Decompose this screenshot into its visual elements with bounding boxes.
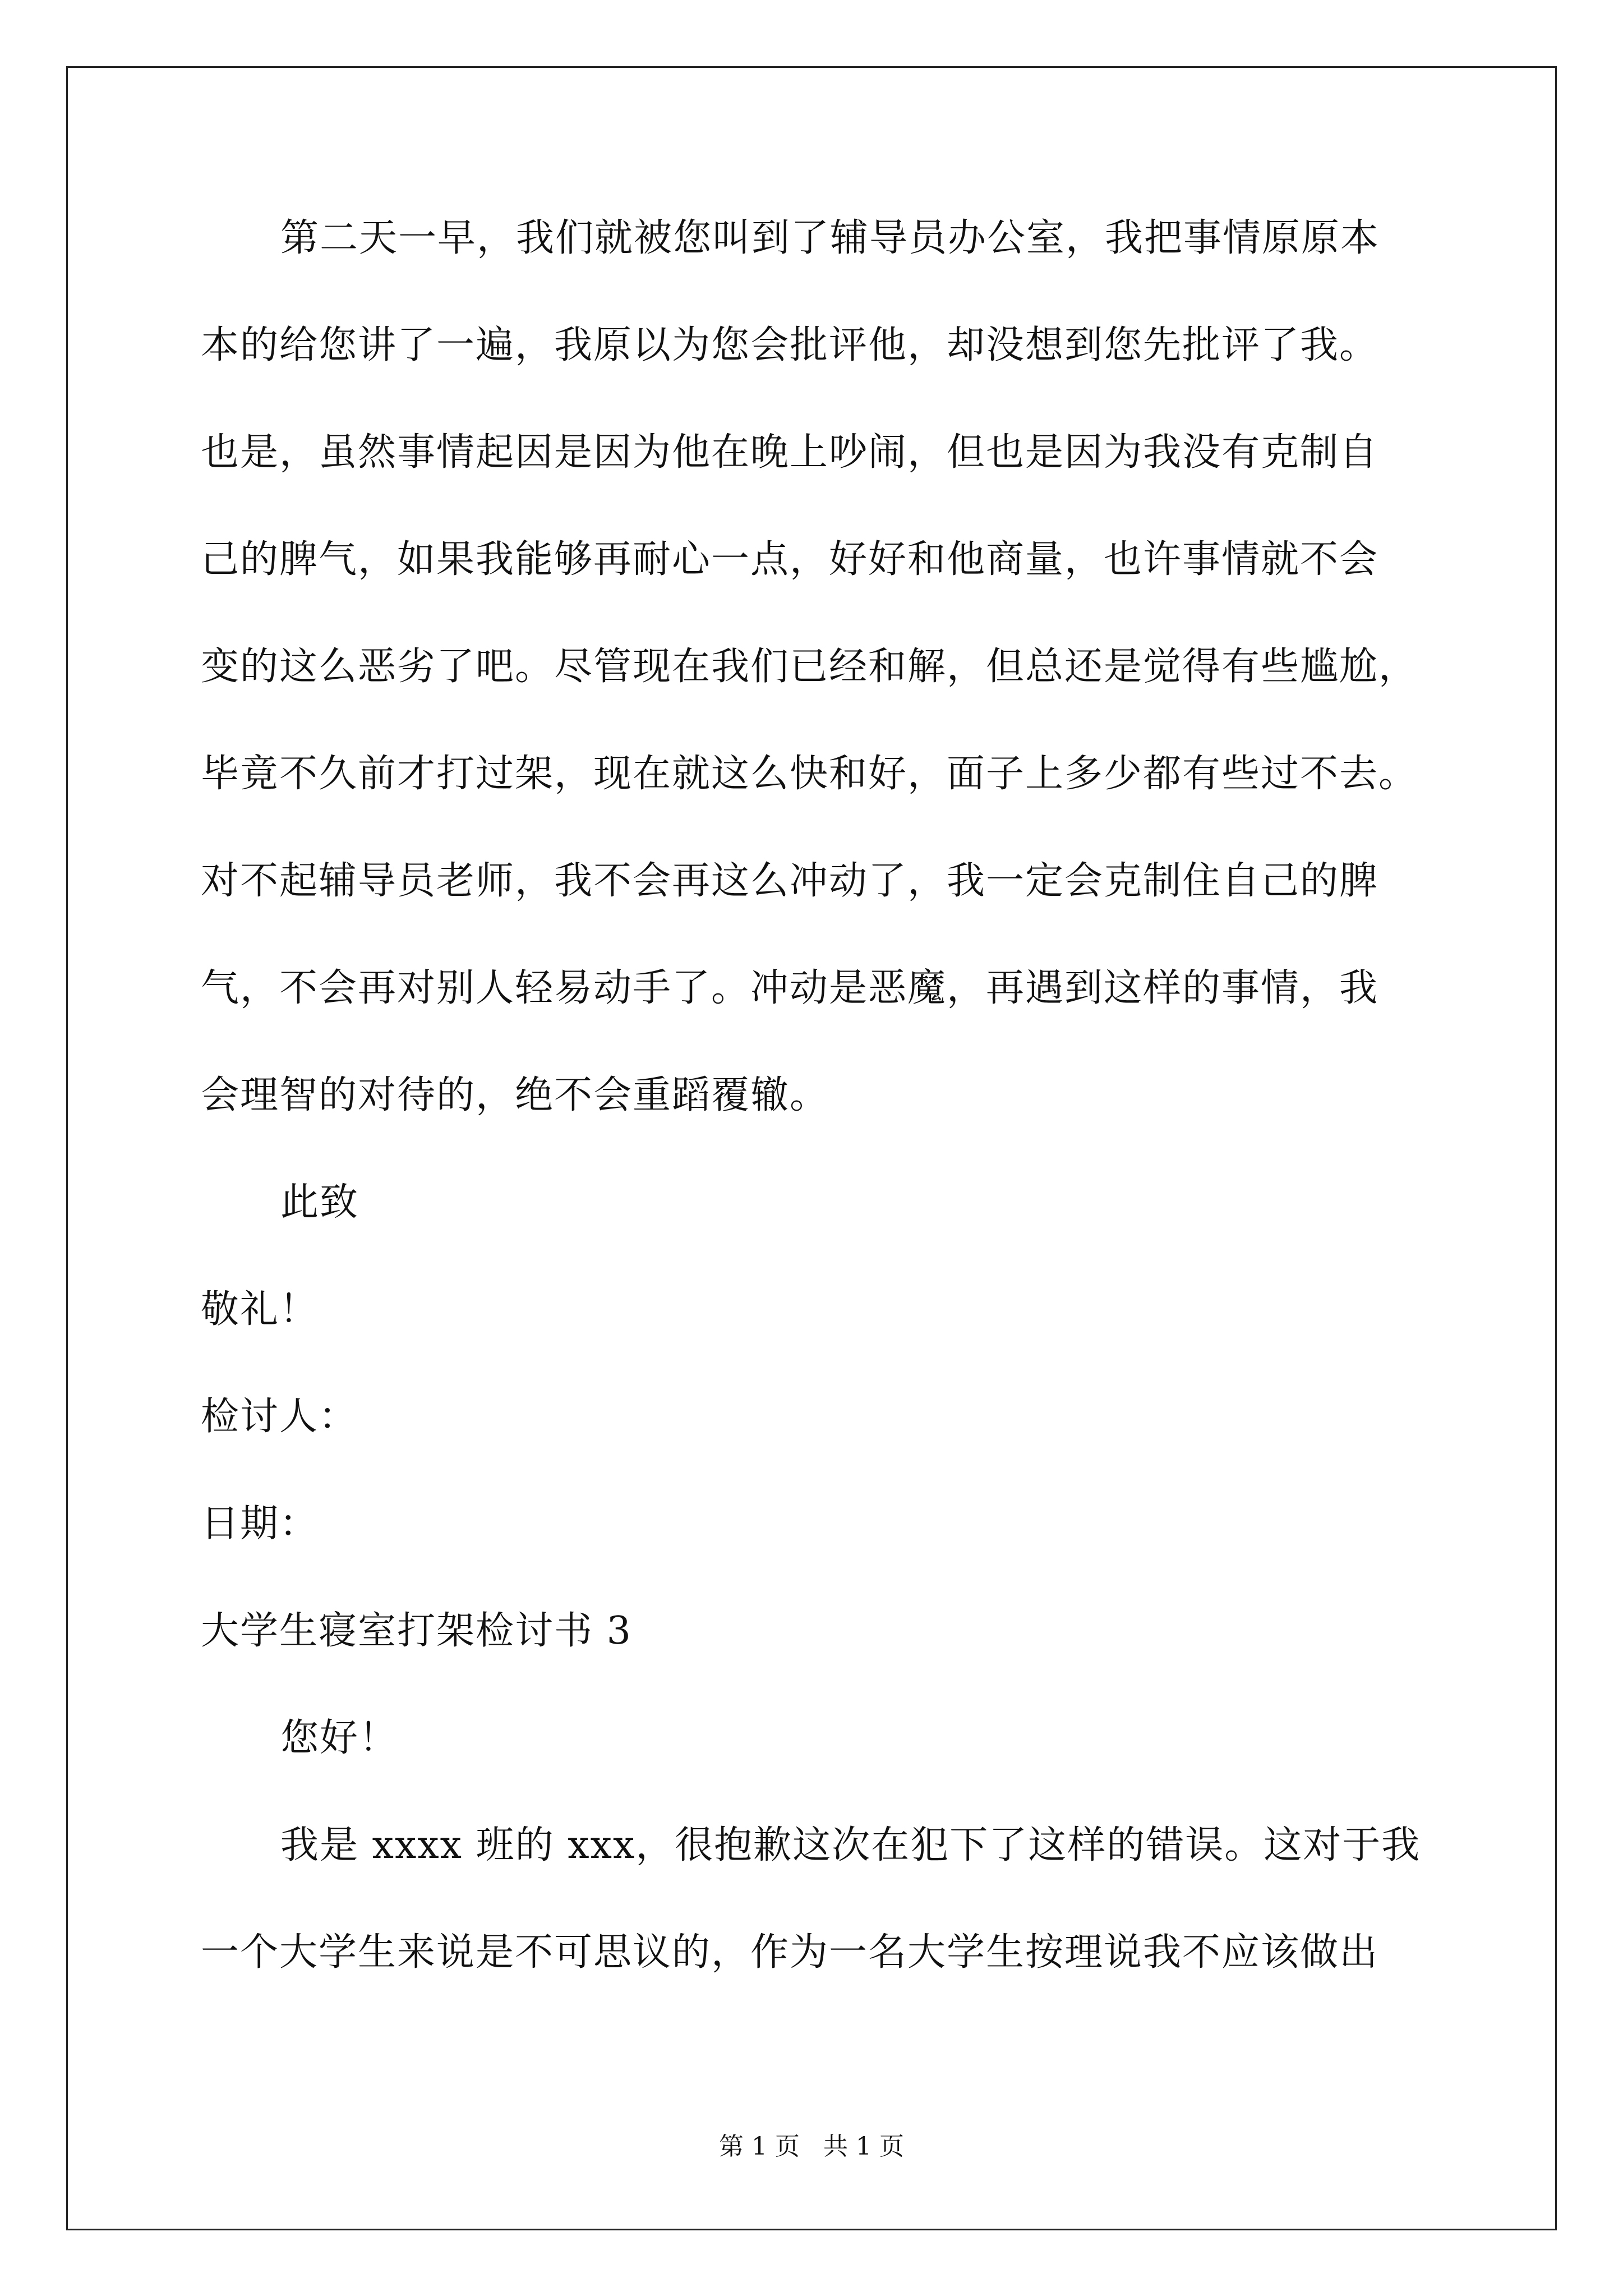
paragraph-line: 变的这么恶劣了吧。尽管现在我们已经和解，但总还是觉得有些尴尬，: [201, 645, 1418, 689]
closing-respect: 敬礼！: [201, 1287, 319, 1332]
paragraph-line: 己的脾气，如果我能够再耐心一点，好好和他商量，也许事情就不会: [201, 537, 1379, 582]
closing-salutation: 此致: [280, 1180, 359, 1225]
paragraph-line: 我是 xxxx 班的 xxx，很抱歉这次在犯下了这样的错误。这对于我: [280, 1823, 1421, 1867]
paragraph-line: 本的给您讲了一遍，我原以为您会批评他，却没想到您先批评了我。: [201, 323, 1379, 367]
paragraph-line: 第二天一早，我们就被您叫到了辅导员办公室，我把事情原原本: [280, 216, 1380, 260]
paragraph-line: 会理智的对待的，绝不会重蹈覆辙。: [201, 1073, 829, 1117]
date-label: 日期：: [201, 1502, 319, 1546]
section-title: 大学生寝室打架检讨书 3: [201, 1609, 632, 1653]
signature-label: 检讨人：: [201, 1395, 358, 1439]
paragraph-line: 也是，虽然事情起因是因为他在晚上吵闹，但也是因为我没有克制自: [201, 430, 1379, 475]
paragraph-line: 一个大学生来说是不可思议的，作为一名大学生按理说我不应该做出: [201, 1930, 1379, 1975]
paragraph-line: 对不起辅导员老师，我不会再这么冲动了，我一定会克制住自己的脾: [201, 859, 1379, 903]
paragraph-line: 毕竟不久前才打过架，现在就这么快和好，面子上多少都有些过不去。: [201, 752, 1418, 796]
paragraph-line: 气，不会再对别人轻易动手了。冲动是恶魔，再遇到这样的事情，我: [201, 966, 1379, 1010]
page-footer: 第 1 页 共 1 页: [719, 2132, 904, 2161]
page-border: [66, 66, 1557, 2230]
greeting: 您好！: [280, 1716, 399, 1760]
